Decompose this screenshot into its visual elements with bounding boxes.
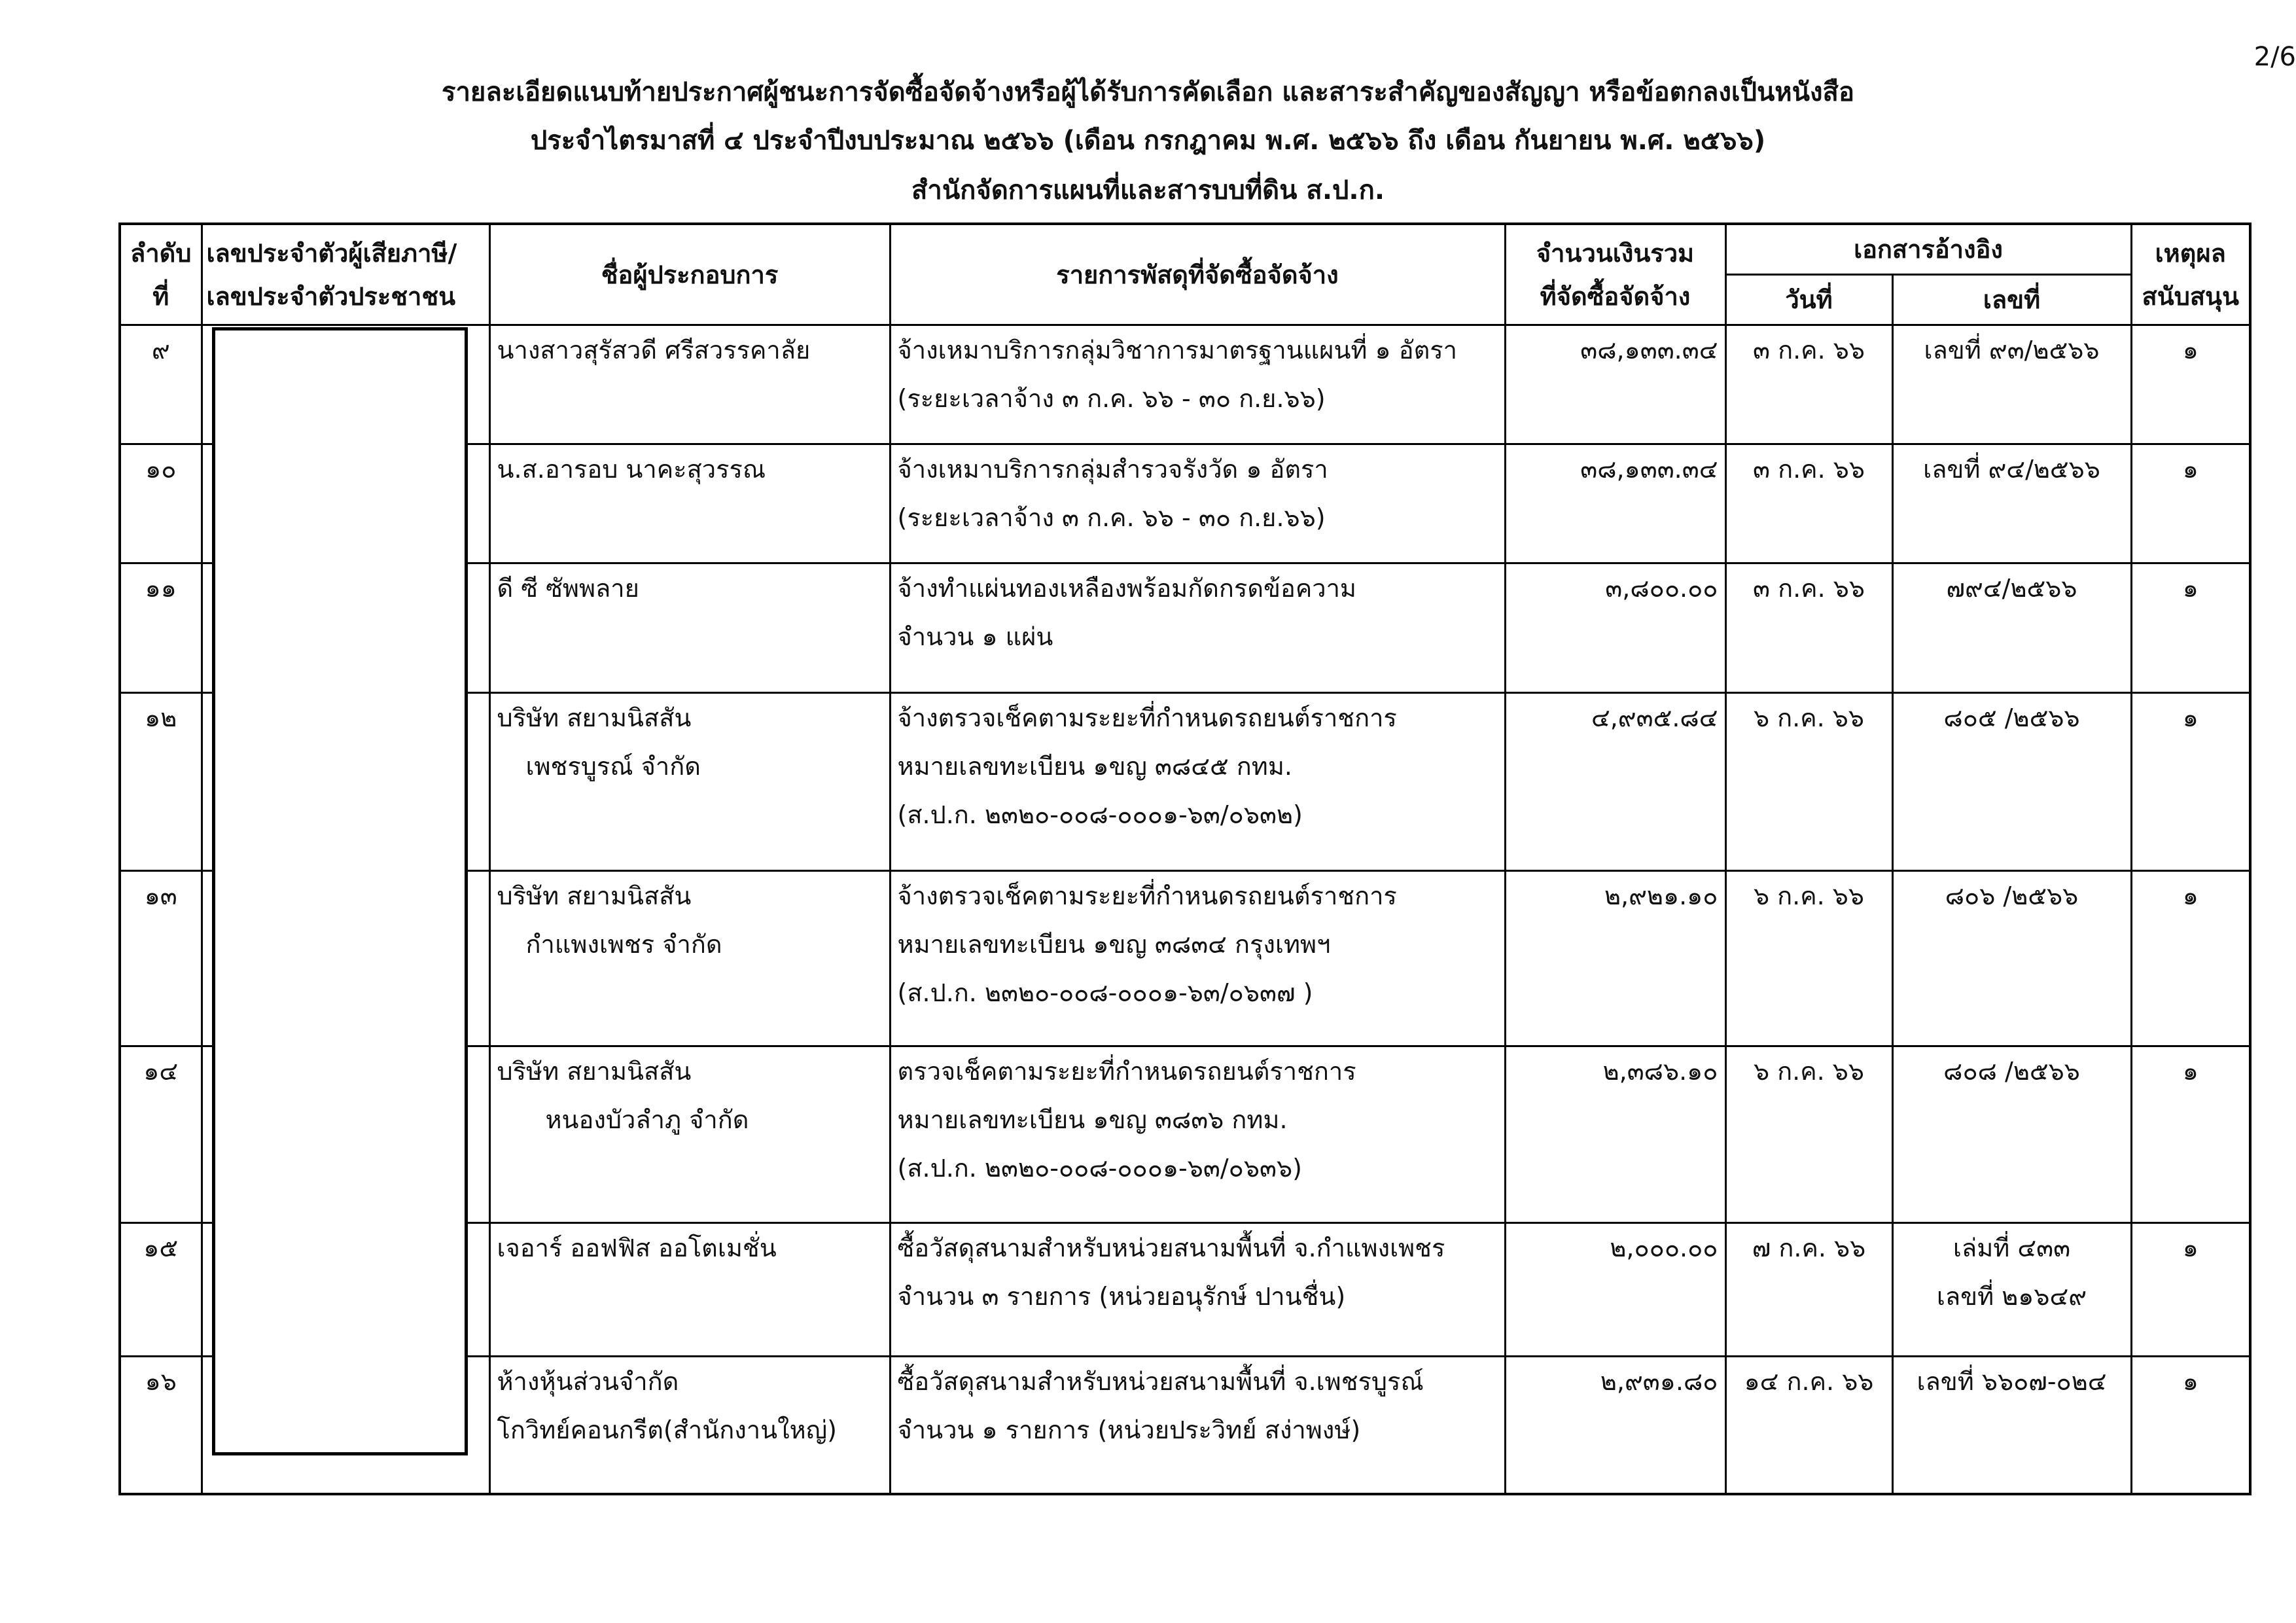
amount-line: ๒,๐๐๐.๐๐ [1610,1234,1718,1262]
vendor-name-line: ดี ซี ซัพพลาย [497,574,639,603]
document-title: รายละเอียดแนบท้ายประกาศผู้ชนะการจัดซื้อจัดจ้างหรือผู้ได้รับการคัดเลือก และสาระสำคัญของสัญญา หรือข้อตกลงเป็นหนังสือ [441,77,1854,107]
vendor-name-line: บริษัท สยามนิสสัน [497,704,692,732]
col-header-items: รายการพัสดุที่จัดซื้อจัดจ้าง [890,224,1505,325]
vendor-name [489,1046,890,1223]
vendor-name [489,325,890,444]
reason-code-line: ๑ [2182,1057,2199,1086]
amount [1505,693,1725,871]
reference-date-line: ๗ ก.ค. ๖๖ [1752,1234,1866,1262]
document-subtitle-period: ประจำไตรมาสที่ ๔ ประจำปีงบประมาณ ๒๕๖๖ (เดือน กรกฎาคม พ.ศ. ๒๕๖๖ ถึง เดือน กันยายน พ.ศ. ๒๕๖๖) [530,126,1766,156]
row-number [120,444,202,563]
reason-code [2131,693,2250,871]
reason-code [2131,871,2250,1046]
vendor-name-line: ห้างหุ้นส่วนจำกัด [497,1367,679,1396]
item-description-line: ซื้อวัสดุสนามสำหรับหน่วยสนามพื้นที่ จ.กำแพงเพชร [897,1234,1445,1262]
reason-code [2131,1223,2250,1357]
col-header-reference: เอกสารอ้างอิง [1725,224,2131,275]
reference-date-line: ๓ ก.ค. ๖๖ [1753,574,1865,603]
row-number [120,1046,202,1223]
reference-date [1725,693,1892,871]
vendor-name [489,563,890,693]
reference-date [1725,871,1892,1046]
reference-number-line: เลขที่ ๖๖๐๗-๐๒๔ [1916,1367,2107,1396]
item-description [890,563,1505,693]
item-description [890,1357,1505,1494]
amount [1505,1046,1725,1223]
vendor-name-line: บริษัท สยามนิสสัน [497,1057,692,1086]
reference-number [1892,444,2131,563]
vendor-name-line: โกวิทย์คอนกรีต(สำนักงานใหญ่) [497,1416,837,1444]
item-description-line: จำนวน ๑ รายการ (หน่วยประวิทย์ สง่าพงษ์) [897,1416,1361,1444]
row-number-line: ๙ [151,336,170,365]
reference-date-line: ๑๔ ก.ค. ๖๖ [1744,1367,1874,1396]
reference-number [1892,563,2131,693]
col-header-date: วันที่ [1725,275,1892,325]
reference-number [1892,871,2131,1046]
row-number [120,1223,202,1357]
amount-line: ๓,๘๐๐.๐๐ [1605,574,1718,603]
amount-line: ๓๘,๑๓๓.๓๔ [1580,336,1718,365]
row-number [120,1357,202,1494]
item-description-line: (ระยะเวลาจ้าง ๓ ก.ค. ๖๖ - ๓๐ ก.ย.๖๖) [897,384,1326,413]
row-number-line: ๑๖ [145,1367,177,1396]
reference-number [1892,693,2131,871]
row-number-line: ๑๐ [145,455,177,484]
item-description [890,1046,1505,1223]
item-description [890,693,1505,871]
row-number-line: ๑๕ [143,1234,179,1262]
row-number-line: ๑๓ [144,882,177,910]
item-description-line: (ส.ป.ก. ๒๓๒๐-๐๐๘-๐๐๐๑-๖๓/๐๖๓๒) [897,800,1303,829]
vendor-name [489,1357,890,1494]
page-number: 2/6 [2253,42,2296,72]
table-header-row [120,224,2250,275]
row-number [120,325,202,444]
item-description-line: หมายเลขทะเบียน ๑ขญ ๓๘๓๔ กรุงเทพฯ [897,930,1331,959]
reason-code [2131,1046,2250,1223]
item-description-line: จ้างเหมาบริการกลุ่มสำรวจรังวัด ๑ อัตรา [897,455,1328,484]
reason-code-line: ๑ [2182,704,2199,732]
col-header-ref-no: เลขที่ [1892,275,2131,325]
amount [1505,1223,1725,1357]
col-header-no: ลำดับ ที่ [120,224,202,325]
item-description [890,871,1505,1046]
item-description-line: จำนวน ๑ แผ่น [897,622,1053,651]
row-number [120,693,202,871]
item-description-line: จ้างตรวจเช็คตามระยะที่กำหนดรถยนต์ราชการ [897,882,1397,910]
reason-code [2131,1357,2250,1494]
col-header-amount: จำนวนเงินรวม ที่จัดซื้อจัดจ้าง [1505,224,1725,325]
reference-number-line: เลขที่ ๙๔/๒๕๖๖ [1923,455,2100,484]
vendor-name-line: หนองบัวลำภู จำกัด [545,1105,749,1134]
amount [1505,563,1725,693]
amount-line: ๔,๙๓๕.๘๔ [1591,704,1718,732]
row-number-line: ๑๑ [145,574,177,603]
vendor-name [489,444,890,563]
vendor-name-line: เจอาร์ ออฟฟิส ออโตเมชั่น [497,1234,777,1262]
item-description-line: (ส.ป.ก. ๒๓๒๐-๐๐๘-๐๐๐๑-๖๓/๐๖๓๗ ) [897,978,1313,1007]
reason-code [2131,444,2250,563]
amount-line: ๒,๙๒๑.๑๐ [1604,882,1718,910]
reason-code [2131,325,2250,444]
item-description-line: หมายเลขทะเบียน ๑ขญ ๓๘๔๕ กทม. [897,752,1292,781]
reference-date-line: ๖ ก.ค. ๖๖ [1753,1057,1865,1086]
reference-number-line: ๘๐๖ /๒๕๖๖ [1945,882,2079,910]
item-description-line: จำนวน ๓ รายการ (หน่วยอนุรักษ์ ปานชื่น) [897,1282,1346,1311]
col-header-reason: เหตุผล สนับสนุน [2131,224,2250,325]
reference-number [1892,1223,2131,1357]
item-description-line: หมายเลขทะเบียน ๑ขญ ๓๘๓๖ กทม. [897,1105,1288,1134]
reference-number-line: เล่มที่ ๔๓๓ [1952,1234,2071,1262]
amount [1505,325,1725,444]
row-number-line: ๑๔ [143,1057,179,1086]
vendor-name-line: กำแพงเพชร จำกัด [525,930,722,959]
reference-date [1725,1046,1892,1223]
reason-code-line: ๑ [2182,882,2199,910]
vendor-name-line: บริษัท สยามนิสสัน [497,882,692,910]
reference-date [1725,563,1892,693]
reference-date [1725,1357,1892,1494]
vendor-name-line: นางสาวสุรัสวดี ศรีสวรรคาลัย [497,336,811,365]
vendor-name [489,871,890,1046]
amount-line: ๒,๙๓๑.๘๐ [1600,1367,1718,1396]
vendor-name-line: น.ส.อารอบ นาคะสุวรรณ [497,455,766,484]
row-number-line: ๑๒ [145,704,177,732]
reason-code-line: ๑ [2182,1367,2199,1396]
amount [1505,871,1725,1046]
reason-code-line: ๑ [2182,455,2199,484]
reference-date [1725,1223,1892,1357]
reference-number-line: เลขที่ ๙๓/๒๕๖๖ [1924,336,2100,365]
reference-date-line: ๓ ก.ค. ๖๖ [1753,455,1865,484]
item-description-line: จ้างตรวจเช็คตามระยะที่กำหนดรถยนต์ราชการ [897,704,1397,732]
item-description-line: จ้างเหมาบริการกลุ่มวิชาการมาตรฐานแผนที่ ๑ อัตรา [897,336,1458,365]
item-description-line: จ้างทำแผ่นทองเหลืองพร้อมกัดกรดข้อความ [897,574,1356,603]
reference-number-line: ๘๐๘ /๒๕๖๖ [1943,1057,2080,1086]
item-description [890,1223,1505,1357]
reference-number [1892,1357,2131,1494]
item-description [890,325,1505,444]
reference-number-line: ๘๐๕ /๒๕๖๖ [1943,704,2080,732]
item-description-line: ตรวจเช็คตามระยะที่กำหนดรถยนต์ราชการ [897,1057,1356,1086]
vendor-name [489,1223,890,1357]
reference-date-line: ๖ ก.ค. ๖๖ [1753,882,1865,910]
reference-date [1725,325,1892,444]
vendor-name [489,693,890,871]
item-description-line: (ระยะเวลาจ้าง ๓ ก.ค. ๖๖ - ๓๐ ก.ย.๖๖) [897,503,1326,532]
reference-number-line: ๗๙๔/๒๕๖๖ [1946,574,2077,603]
reference-number [1892,325,2131,444]
item-description-line: ซื้อวัสดุสนามสำหรับหน่วยสนามพื้นที่ จ.เพชรบูรณ์ [897,1367,1424,1396]
col-header-vendor: ชื่อผู้ประกอบการ [489,224,890,325]
reference-number-line: เลขที่ ๒๑๖๔๙ [1936,1282,2087,1311]
row-number [120,563,202,693]
reason-code-line: ๑ [2182,336,2199,365]
item-description-line: (ส.ป.ก. ๒๓๒๐-๐๐๘-๐๐๐๑-๖๓/๐๖๓๖) [897,1154,1302,1183]
reference-date-line: ๖ ก.ค. ๖๖ [1753,704,1865,732]
item-description [890,444,1505,563]
amount [1505,444,1725,563]
reason-code-line: ๑ [2182,1234,2199,1262]
reference-date [1725,444,1892,563]
reference-number [1892,1046,2131,1223]
document-subtitle-office: สำนักจัดการแผนที่และสารบบที่ดิน ส.ป.ก. [911,175,1385,205]
redaction-box [212,327,468,1455]
amount [1505,1357,1725,1494]
reference-date-line: ๓ ก.ค. ๖๖ [1753,336,1865,365]
reason-code [2131,563,2250,693]
amount-line: ๒,๓๘๖.๑๐ [1602,1057,1718,1086]
row-number [120,871,202,1046]
reason-code-line: ๑ [2182,574,2199,603]
vendor-name-line: เพชรบูรณ์ จำกัด [525,752,701,781]
amount-line: ๓๘,๑๓๓.๓๔ [1580,455,1718,484]
col-header-taxid: เลขประจำตัวผู้เสียภาษี/ เลขประจำตัวประชาชน [202,224,489,325]
